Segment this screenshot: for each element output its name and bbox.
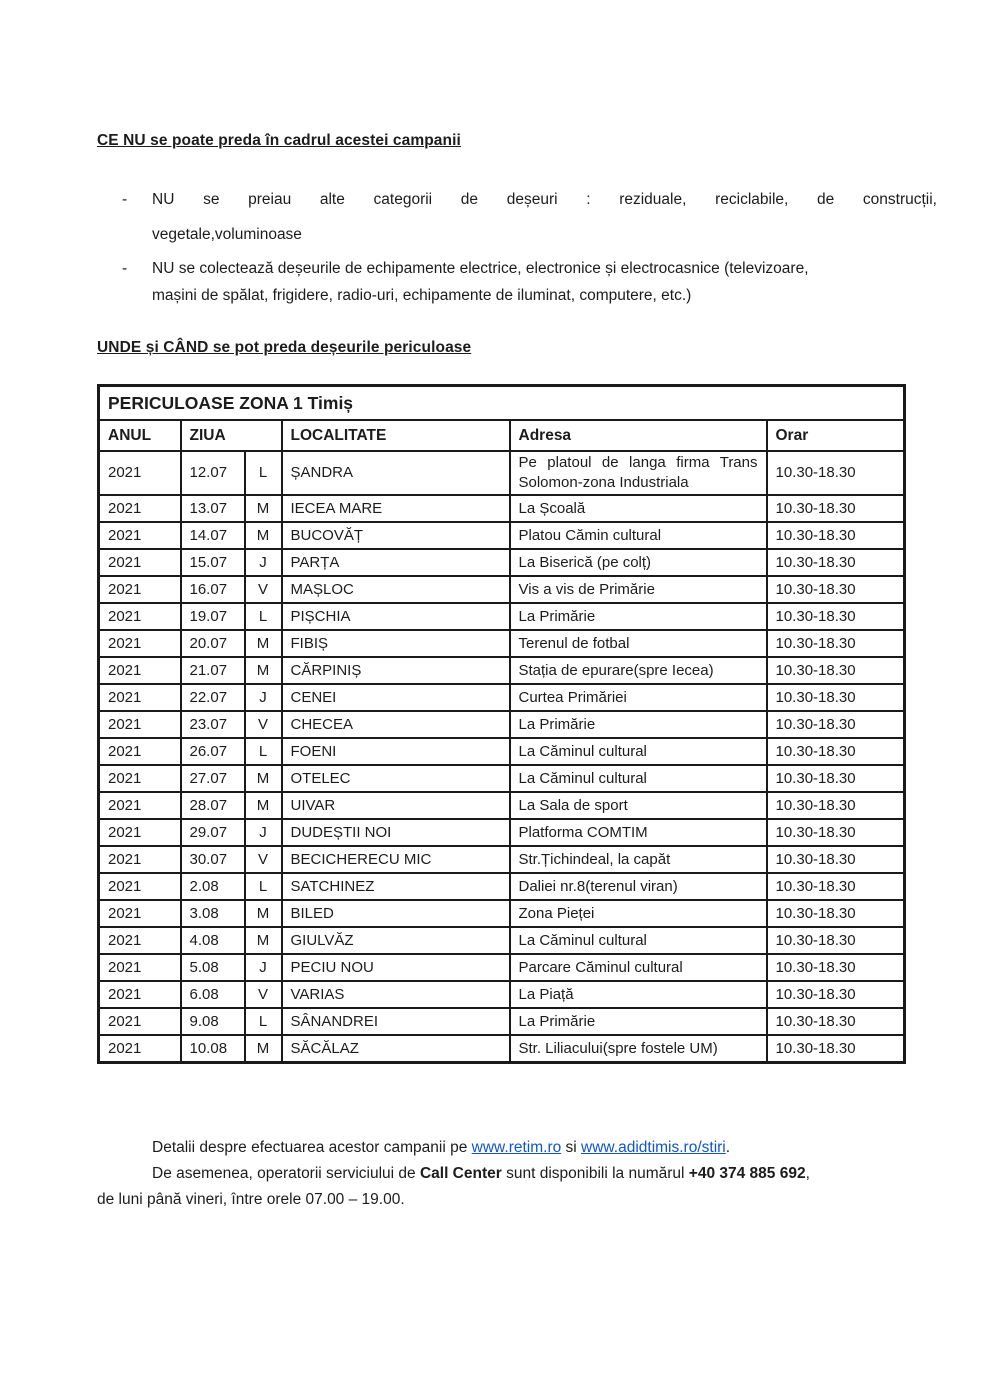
table-title: PERICULOASE ZONA 1 Timiș — [99, 386, 905, 421]
cell-adresa: Str. Liliacului(spre fostele UM) — [510, 1035, 767, 1063]
cell-day-letter: V — [245, 846, 282, 873]
cell-day-letter: J — [245, 549, 282, 576]
cell-adresa: La Primărie — [510, 1008, 767, 1035]
cell-anul: 2021 — [99, 603, 181, 630]
cell-ziua: 6.08 — [181, 981, 245, 1008]
cell-orar: 10.30-18.30 — [767, 873, 905, 900]
cell-day-letter: M — [245, 657, 282, 684]
cell-day-letter: M — [245, 927, 282, 954]
table-row — [99, 819, 905, 846]
cell-anul: 2021 — [99, 846, 181, 873]
footer-text: Detalii despre efectuarea acestor campanii pe — [152, 1139, 472, 1156]
cell-day-letter: L — [245, 738, 282, 765]
footer-text: De asemenea, operatorii serviciului de — [152, 1165, 420, 1182]
footer-paragraph-details — [97, 1135, 937, 1161]
cell-orar: 10.30-18.30 — [767, 451, 905, 495]
cell-anul: 2021 — [99, 900, 181, 927]
cell-adresa: La Căminul cultural — [510, 765, 767, 792]
cell-anul: 2021 — [99, 765, 181, 792]
cell-adresa: Str.Țichindeal, la capăt — [510, 846, 767, 873]
cell-orar: 10.30-18.30 — [767, 927, 905, 954]
cell-adresa: La Primărie — [510, 603, 767, 630]
table-row — [99, 522, 905, 549]
cell-ziua: 23.07 — [181, 711, 245, 738]
bullet-dash: - — [122, 191, 128, 208]
footer — [97, 1135, 937, 1213]
table-title-row — [99, 386, 905, 421]
footer-text: , — [805, 1165, 810, 1182]
cell-anul: 2021 — [99, 576, 181, 603]
cell-localitate: OTELEC — [282, 765, 510, 792]
cell-day-letter: V — [245, 981, 282, 1008]
cell-anul: 2021 — [99, 792, 181, 819]
section-heading-where-when: UNDE și CÂND se pot preda deșeurile periculoase — [97, 339, 472, 356]
table-head-section — [99, 386, 905, 452]
footer-link[interactable]: www.adidtimis.ro/stiri — [581, 1139, 726, 1156]
cell-orar: 10.30-18.30 — [767, 1008, 905, 1035]
cell-adresa: Platou Cămin cultural — [510, 522, 767, 549]
cell-localitate: VARIAS — [282, 981, 510, 1008]
cell-localitate: UIVAR — [282, 792, 510, 819]
cell-day-letter: M — [245, 792, 282, 819]
cell-localitate: IECEA MARE — [282, 495, 510, 522]
cell-adresa: La Sala de sport — [510, 792, 767, 819]
cell-adresa: Stația de epurare(spre Iecea) — [510, 657, 767, 684]
cell-anul: 2021 — [99, 819, 181, 846]
bullet-text — [152, 190, 937, 245]
cell-adresa: Vis a vis de Primărie — [510, 576, 767, 603]
bullet-item-not-accepted-2 — [97, 255, 937, 309]
cell-localitate: DUDEȘTII NOI — [282, 819, 510, 846]
cell-localitate: CHECEA — [282, 711, 510, 738]
table-row — [99, 765, 905, 792]
cell-orar: 10.30-18.30 — [767, 954, 905, 981]
cell-day-letter: M — [245, 765, 282, 792]
cell-adresa: La Căminul cultural — [510, 927, 767, 954]
footer-bold-text: Call Center — [419, 1165, 502, 1182]
cell-ziua: 19.07 — [181, 603, 245, 630]
cell-localitate: FOENI — [282, 738, 510, 765]
cell-anul: 2021 — [99, 1008, 181, 1035]
cell-adresa: Terenul de fotbal — [510, 630, 767, 657]
cell-orar: 10.30-18.30 — [767, 792, 905, 819]
table-row — [99, 451, 905, 495]
cell-day-letter: V — [245, 576, 282, 603]
bullet-dash: - — [122, 260, 128, 277]
cell-localitate: BUCOVĂȚ — [282, 522, 510, 549]
cell-ziua: 5.08 — [181, 954, 245, 981]
table-row — [99, 657, 905, 684]
cell-adresa: La Primărie — [510, 711, 767, 738]
footer-link[interactable]: www.retim.ro — [471, 1139, 562, 1156]
col-header-ziua: ZIUA — [181, 420, 282, 451]
cell-orar: 10.30-18.30 — [767, 630, 905, 657]
cell-anul: 2021 — [99, 522, 181, 549]
cell-ziua: 28.07 — [181, 792, 245, 819]
cell-orar: 10.30-18.30 — [767, 981, 905, 1008]
cell-day-letter: L — [245, 873, 282, 900]
cell-localitate: FIBIȘ — [282, 630, 510, 657]
table-row — [99, 1035, 905, 1063]
cell-localitate: PARȚA — [282, 549, 510, 576]
cell-day-letter: V — [245, 711, 282, 738]
table-row — [99, 927, 905, 954]
bullet-text — [152, 255, 937, 309]
cell-localitate: PECIU NOU — [282, 954, 510, 981]
cell-ziua: 16.07 — [181, 576, 245, 603]
col-header-anul: ANUL — [99, 420, 181, 451]
cell-orar: 10.30-18.30 — [767, 711, 905, 738]
table-row — [99, 954, 905, 981]
footer-text: si — [561, 1139, 582, 1156]
bullet-1-line-1: NU se preiau alte categorii de deșeuri : reziduale, reciclabile, de construcții, — [152, 191, 937, 208]
footer-paragraph-callcenter-line-2: de luni până vineri, între orele 07.00 – 19.00. — [97, 1191, 405, 1208]
cell-adresa: Pe platoul de langa firma Trans Solomon-zona Industriala — [510, 451, 767, 495]
cell-localitate: BILED — [282, 900, 510, 927]
cell-day-letter: J — [245, 954, 282, 981]
cell-localitate: SÂNANDREI — [282, 1008, 510, 1035]
cell-ziua: 20.07 — [181, 630, 245, 657]
cell-ziua: 3.08 — [181, 900, 245, 927]
cell-orar: 10.30-18.30 — [767, 684, 905, 711]
cell-anul: 2021 — [99, 495, 181, 522]
cell-ziua: 30.07 — [181, 846, 245, 873]
table-row — [99, 1008, 905, 1035]
footer-text: sunt disponibili la numărul — [501, 1165, 689, 1182]
cell-orar: 10.30-18.30 — [767, 738, 905, 765]
cell-orar: 10.30-18.30 — [767, 1035, 905, 1063]
table-row — [99, 684, 905, 711]
cell-anul: 2021 — [99, 684, 181, 711]
cell-adresa: Zona Pieței — [510, 900, 767, 927]
table-body — [99, 451, 905, 1063]
cell-day-letter: M — [245, 1035, 282, 1063]
cell-anul: 2021 — [99, 657, 181, 684]
cell-day-letter: M — [245, 522, 282, 549]
cell-orar: 10.30-18.30 — [767, 603, 905, 630]
cell-localitate: CENEI — [282, 684, 510, 711]
cell-anul: 2021 — [99, 549, 181, 576]
cell-day-letter: M — [245, 900, 282, 927]
cell-adresa: La Școală — [510, 495, 767, 522]
cell-day-letter: L — [245, 451, 282, 495]
footer-bold-text: +40 374 885 692 — [688, 1165, 806, 1182]
cell-localitate: MAȘLOC — [282, 576, 510, 603]
cell-anul: 2021 — [99, 451, 181, 495]
cell-anul: 2021 — [99, 630, 181, 657]
cell-ziua: 22.07 — [181, 684, 245, 711]
cell-localitate: SĂCĂLAZ — [282, 1035, 510, 1063]
table-row — [99, 792, 905, 819]
table-row — [99, 549, 905, 576]
col-header-localitate: LOCALITATE — [282, 420, 510, 451]
footer-paragraph-callcenter-line-1 — [97, 1161, 937, 1187]
bullet-1-line-2: vegetale,voluminoase — [152, 226, 302, 243]
table-row — [99, 495, 905, 522]
cell-orar: 10.30-18.30 — [767, 819, 905, 846]
cell-orar: 10.30-18.30 — [767, 576, 905, 603]
table-row — [99, 900, 905, 927]
cell-adresa: La Căminul cultural — [510, 738, 767, 765]
cell-ziua: 9.08 — [181, 1008, 245, 1035]
cell-anul: 2021 — [99, 981, 181, 1008]
col-header-adresa: Adresa — [510, 420, 767, 451]
table-row — [99, 576, 905, 603]
table-row — [99, 738, 905, 765]
cell-adresa: La Biserică (pe colț) — [510, 549, 767, 576]
cell-anul: 2021 — [99, 954, 181, 981]
cell-anul: 2021 — [99, 738, 181, 765]
cell-day-letter: J — [245, 684, 282, 711]
cell-orar: 10.30-18.30 — [767, 900, 905, 927]
cell-day-letter: J — [245, 819, 282, 846]
cell-adresa: Curtea Primăriei — [510, 684, 767, 711]
cell-adresa: Platforma COMTIM — [510, 819, 767, 846]
cell-localitate: CĂRPINIȘ — [282, 657, 510, 684]
cell-localitate: GIULVĂZ — [282, 927, 510, 954]
bullet-2-line-1: NU se colectează deșeurile de echipamente electrice, electronice și electrocasnice (televizoare, — [152, 260, 809, 277]
schedule-table — [97, 384, 906, 1064]
cell-day-letter: M — [245, 495, 282, 522]
cell-ziua: 21.07 — [181, 657, 245, 684]
cell-adresa: Daliei nr.8(terenul viran) — [510, 873, 767, 900]
table-row — [99, 981, 905, 1008]
cell-ziua: 4.08 — [181, 927, 245, 954]
footer-text: . — [725, 1139, 731, 1156]
cell-adresa: La Piață — [510, 981, 767, 1008]
cell-localitate: ȘANDRA — [282, 451, 510, 495]
cell-ziua: 27.07 — [181, 765, 245, 792]
cell-localitate: BECICHERECU MIC — [282, 846, 510, 873]
table-row — [99, 630, 905, 657]
bullet-2-line-2: mașini de spălat, frigidere, radio-uri, echipamente de iluminat, computere, etc.) — [152, 287, 692, 304]
cell-orar: 10.30-18.30 — [767, 549, 905, 576]
cell-anul: 2021 — [99, 873, 181, 900]
cell-adresa: Parcare Căminul cultural — [510, 954, 767, 981]
cell-anul: 2021 — [99, 927, 181, 954]
bullet-item-not-accepted-1 — [97, 190, 937, 245]
cell-localitate: SATCHINEZ — [282, 873, 510, 900]
cell-day-letter: M — [245, 630, 282, 657]
cell-ziua: 10.08 — [181, 1035, 245, 1063]
cell-day-letter: L — [245, 603, 282, 630]
cell-day-letter: L — [245, 1008, 282, 1035]
col-header-orar: Orar — [767, 420, 905, 451]
table-row — [99, 603, 905, 630]
cell-orar: 10.30-18.30 — [767, 846, 905, 873]
cell-ziua: 12.07 — [181, 451, 245, 495]
table-row — [99, 846, 905, 873]
cell-anul: 2021 — [99, 1035, 181, 1063]
table-header-row — [99, 420, 905, 451]
cell-ziua: 29.07 — [181, 819, 245, 846]
cell-localitate: PIȘCHIA — [282, 603, 510, 630]
table-row — [99, 873, 905, 900]
section-heading-not-accepted: CE NU se poate preda în cadrul acestei campanii — [97, 132, 461, 149]
cell-orar: 10.30-18.30 — [767, 522, 905, 549]
cell-ziua: 13.07 — [181, 495, 245, 522]
cell-anul: 2021 — [99, 711, 181, 738]
cell-ziua: 26.07 — [181, 738, 245, 765]
cell-orar: 10.30-18.30 — [767, 495, 905, 522]
cell-orar: 10.30-18.30 — [767, 765, 905, 792]
table-row — [99, 711, 905, 738]
cell-ziua: 15.07 — [181, 549, 245, 576]
cell-orar: 10.30-18.30 — [767, 657, 905, 684]
cell-ziua: 14.07 — [181, 522, 245, 549]
cell-ziua: 2.08 — [181, 873, 245, 900]
